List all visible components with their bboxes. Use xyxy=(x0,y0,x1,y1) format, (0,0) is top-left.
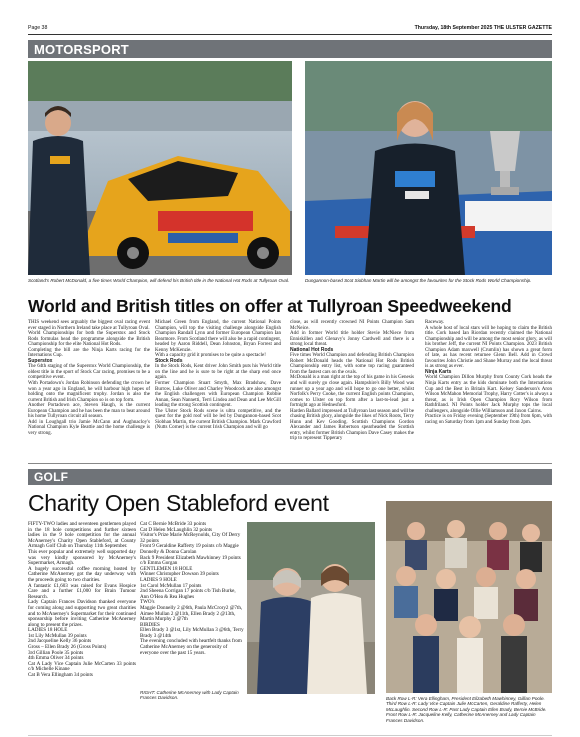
golf-column-2 xyxy=(140,522,244,656)
results-line: BIRDIES xyxy=(140,621,160,628)
results-line: LADIES 9 HOLE xyxy=(140,576,177,583)
results-line: TWO's xyxy=(140,599,155,606)
paragraph: Five times World Champion and defending British Champion Robert McDonald heads the National Hot Rods British Championship entry list, with some top racing guaranteed from the fastest cars on the ovals. xyxy=(290,353,414,375)
photo-mcanerney-davidson xyxy=(247,522,375,694)
section-divider xyxy=(28,463,552,464)
paragraph: Another Portadown ace, Steven Haugh, is the current European Champion and he has been the man to beat around his home Tullyroan circuit all season. xyxy=(28,403,150,420)
paragraph: THIS weekend sees arguably the biggest oval racing event ever staged in Northern Ireland take place at Tullyroan Oval. xyxy=(28,320,150,331)
motorsport-section-band xyxy=(28,40,552,58)
photo-siobhan-martin xyxy=(305,61,552,275)
results-line: Cat D Helen McLaughlin 32 points xyxy=(140,526,213,533)
bottom-rule xyxy=(28,735,552,736)
paragraph: close, as will recently crowned NI Points Champion Sam McNeice. xyxy=(290,320,414,331)
paragraph: Michael Green from England, the current National Points Champion, will top the visiting challenge alongside English Champion Randall Lynn and former European Champion Ian Bearmore. From Scotland there will also be a rapid contingent, headed by Aaron Riddell, Dean Johnston, Bryan Forrest and Kenny McKenzie. xyxy=(155,320,281,353)
golf-column-1 xyxy=(28,522,136,679)
photo-prizewinners-group xyxy=(386,501,552,693)
top-rule xyxy=(28,34,552,35)
results-line: Visitor's Prize Marie McReynolds, City Of Derry 32 points xyxy=(140,532,241,544)
paragraph: The 64th staging of the Superstox World Championship, the oldest title in the sport of Stock Car racing, promises to be a competitive event. xyxy=(28,364,150,381)
results-line: Front 9 Geraldine Rafferty 19 points c/b Maggie Donnelly & Donna Carolan xyxy=(140,543,239,555)
paragraph: A whole host of local stars will be hoping to claim the British title. Cork based Ian Riordan recently claimed the National Championship and will be among the most senior glory, as will his brother Jeff, the current NI Points Champion. 2023 British Champion Adam maxwell (Crumlin) has shown a great form of late, as has recent returnee Glenn Bell. Add in Crowd favourites John Christie and Shane Murray and the local threat is as strong as ever. xyxy=(425,325,552,370)
paragraph: With Portadown's Jordan Robinson defending the crown he won a year ago in England, he will harbour high hopes of holding onto the magnificent trophy. Jordan is also the current British and Irish Champion so is on top form. xyxy=(28,381,150,403)
paragraph: In the Stock Rods, Kent driver John Smith puts his World title on the line and he is sure to be right at the sharp end once again. xyxy=(155,364,281,381)
paragraph: The evening concluded with heartfelt thanks from Catherine McAnerney on the generosity of everyone over the past 15 years. xyxy=(140,638,242,656)
subheading: Ninja Karts xyxy=(425,368,452,375)
subheading: National Hot Rods xyxy=(290,346,334,353)
motorsport-headline: World and British titles on offer at Tullyroan Speedweekend xyxy=(28,296,512,316)
results-line: Cat C Bernie McBride 33 points xyxy=(140,521,207,527)
motorsport-column-4 xyxy=(425,320,552,425)
motorsport-caption-left: Scotland's Robert McDonald, a five times World Champion, will defend his British title in the National Hot Rods at Tullyroan Oval. xyxy=(28,278,290,283)
paragraph: Add in Loughgall trio Jamie McCann and Aughnacloy's National Champion Kyle Beattie and the home challenge is very strong. xyxy=(28,419,150,436)
photo-robert-mcdonald xyxy=(28,61,292,275)
results-line: 2nd Sheena Corrigan 17 points c/b Tish Burke, Ann O'Hea & Rea Hughes xyxy=(140,588,236,600)
results-line: Winner Christopher Dowson 39 points xyxy=(140,571,219,578)
paragraph: With a capacity grid it promises to be quite a spectacle! xyxy=(155,353,266,359)
golf-headline: Charity Open Stableford event xyxy=(28,490,329,516)
golf-caption-left: RIGHT: Catherine McAnerney with Lady Captain Frances Davidson. xyxy=(140,690,239,701)
results-line: GENTLEMEN 18 HOLE xyxy=(140,565,193,572)
paragraph: FIFTY-TWO ladies and seventeen gentlemen played in the 18 hole competitions and further sixteen ladies in the 9 hole competition for the annual McAnerney's Charity Open Stableford, at County Armagh Golf Club on Thursday 11th September. xyxy=(28,521,136,550)
motorsport-column-3 xyxy=(290,320,414,442)
motorsport-column-1 xyxy=(28,320,150,436)
paragraph: The Ulster Stock Rods scene is ultra competitive, and the quest for the gold roof will be led by Dungannon-based Scot Siobhan Martin, the current British Champion. Mark Crawford (Nutts Corner) is the current Irish Champion and will go xyxy=(155,408,281,431)
golf-section-band xyxy=(28,469,552,485)
photo-golf-group xyxy=(386,501,552,693)
motorsport-caption-right: Dungannon-based Scot Siobhan Martin will be amongst the favourites for the Stock Rods World Championship. xyxy=(305,278,532,283)
paragraph: Former Champion Stuart Smyth, Max Bradshaw, Dave Burrow, Luke Oliver and Charley Woodcock are also amongst the English challengers with European Champion Robbie Annan, Sean Nannetti, Terri Lindea and Dean and Lee McGill leading the strong Scottish contingent. xyxy=(155,381,281,409)
golf-section-label: GOLF xyxy=(34,470,69,484)
results-line: Cat A Lady Vice Captain Julie McCarten 33 points c/b Michelle Kinane xyxy=(28,660,136,673)
paragraph: Raceway. xyxy=(425,320,445,325)
issue-date: Thursday, 18th September 2025 THE ULSTER GAZETTE xyxy=(414,25,552,31)
paragraph: World Championships for both the Superstox and Stock Rods formulas head the programme alongside the British Championship for the elite National Hot Rods. xyxy=(28,331,150,348)
photo-hot-rod-driver xyxy=(28,61,292,275)
results-line: 4th Emma Oliver 34 points xyxy=(28,655,84,662)
photo-stock-rod-driver xyxy=(305,61,552,275)
golf-caption-right: Back Row L-R: Vera Ellingham, President Elizabeth Mawhinney, Gillian Poole. Third Row L-R: Lady Vice Captain Julie McCarten, Geraldine Rafferty, Helen McLaughlin. Second Row L-R: Past Lady Captain Ellen Brady, Bernie McBride. Front Row L-R: Jacqueline Kelly, Catherine McAnerney and Lady Captain Frances Davidson. xyxy=(386,696,547,723)
results-line: Back 9 President Elizabeth Mawhinney 19 points c/b Emma Gorgan xyxy=(140,554,241,567)
results-line: 1st Carol McMullan 17 points xyxy=(140,582,202,589)
results-line: Cat B Vera Ellingham 34 points xyxy=(28,672,93,679)
subheading: Stock Rods xyxy=(155,357,183,364)
results-line: 3rd Gillian Poole 35 points xyxy=(28,649,84,656)
results-line: Maggie Donnelly 2 @6th, Paula McCrory2 @7th, Aimee Mullan 2 @11th, Ellen Brady 2 @13th, Martin Murphy 2 @7th xyxy=(140,604,243,623)
paragraph: Lady Captain Frances Davidson thanked everyone for coming along and supporting two great charities and to McAnerney's Supermarket for their continued sponsorship before inviting Catherine McAnerney along to present the prizes. xyxy=(28,599,136,628)
motorsport-section-label: MOTORSPORT xyxy=(34,41,129,57)
paragraph: McDonald is a man right at the top of his game in his Genesis and will surely go close again. Hampshire's Billy Wood was runner up a year ago and will hope to go one better, whilst Norfolk's Perry Cooke, the current English points Champion, comes to Ulster on top form after a last-to-lead just a fortnight ago at Hednesford. xyxy=(290,375,414,409)
results-line: 2nd Jacqueline Kelly 36 points xyxy=(28,638,92,645)
subheading: Superstox xyxy=(28,357,53,364)
results-line: LADIES 18 HOLE xyxy=(28,627,68,634)
paragraph: This ever popular and extremely well supported day was very kindly sponsored by McAnerney's Supermarket, Armagh. xyxy=(28,548,136,567)
photo-two-golfers xyxy=(247,522,375,694)
paragraph: A hugely successful coffee morning hosted by Catherine McAnerney got the day underway with the proceeds going to two charities. xyxy=(28,565,136,583)
motorsport-column-2 xyxy=(155,320,281,431)
paragraph: Completing the bill are the Ninja Karts racing for the Internations Cup. xyxy=(28,347,150,359)
paragraph: Practice is on Friday evening (September 19th) from 6pm, with racing on Saturday from 1pm and Sunday from 2pm. xyxy=(425,414,552,425)
results-line: Ellen Brady 3 @1st, Lily McMullan 3 @6th, Terry Brady 3 @14th xyxy=(140,627,244,639)
paragraph: Harden Ballard impressed at Tullyroan last season and will be chasing British glory, alongside the likes of Nick Roots, Terry Hunn and Kev Gooding. Scottish Champions Gordon Alexander and James Robertson spearheaded the Scottish entry, whilst former British Champion Dave Casey makes the trip to represent Tipperary xyxy=(290,408,415,442)
paragraph: A fantastic £1,603 was raised for Evans Hospice Care and a further £1,000 for Brain Tumour Research. xyxy=(28,582,136,600)
results-line: 1st Lily McMullan 39 points xyxy=(28,632,87,639)
results-line: Gross – Ellen Brady 26 (Gross Points) xyxy=(28,644,107,651)
page-folio xyxy=(28,22,552,34)
paragraph: World Champion Dillon Murphy from County Cork heads the Ninja Karts entry as the kids dominate both the Internations Cup and the Best in Britain Kart. Kelsey Sanderson's Aron Wilson McMahon Memorial Trophy, Harry Cotter's is always a threat, as is Irish Open Champion Rory Wilson from Rathfriland. NI Points holder Jack Murphy tops the local challengers, alongside Ollie Williamson and Jaxon Cairns. xyxy=(425,375,552,414)
paragraph: Add in former World title holder Stevie McNiece from Enniskillen and Glenavy's Jonny Cardwell and there is a strong local threat. xyxy=(290,331,414,348)
page-number: Page 38 xyxy=(28,25,48,31)
